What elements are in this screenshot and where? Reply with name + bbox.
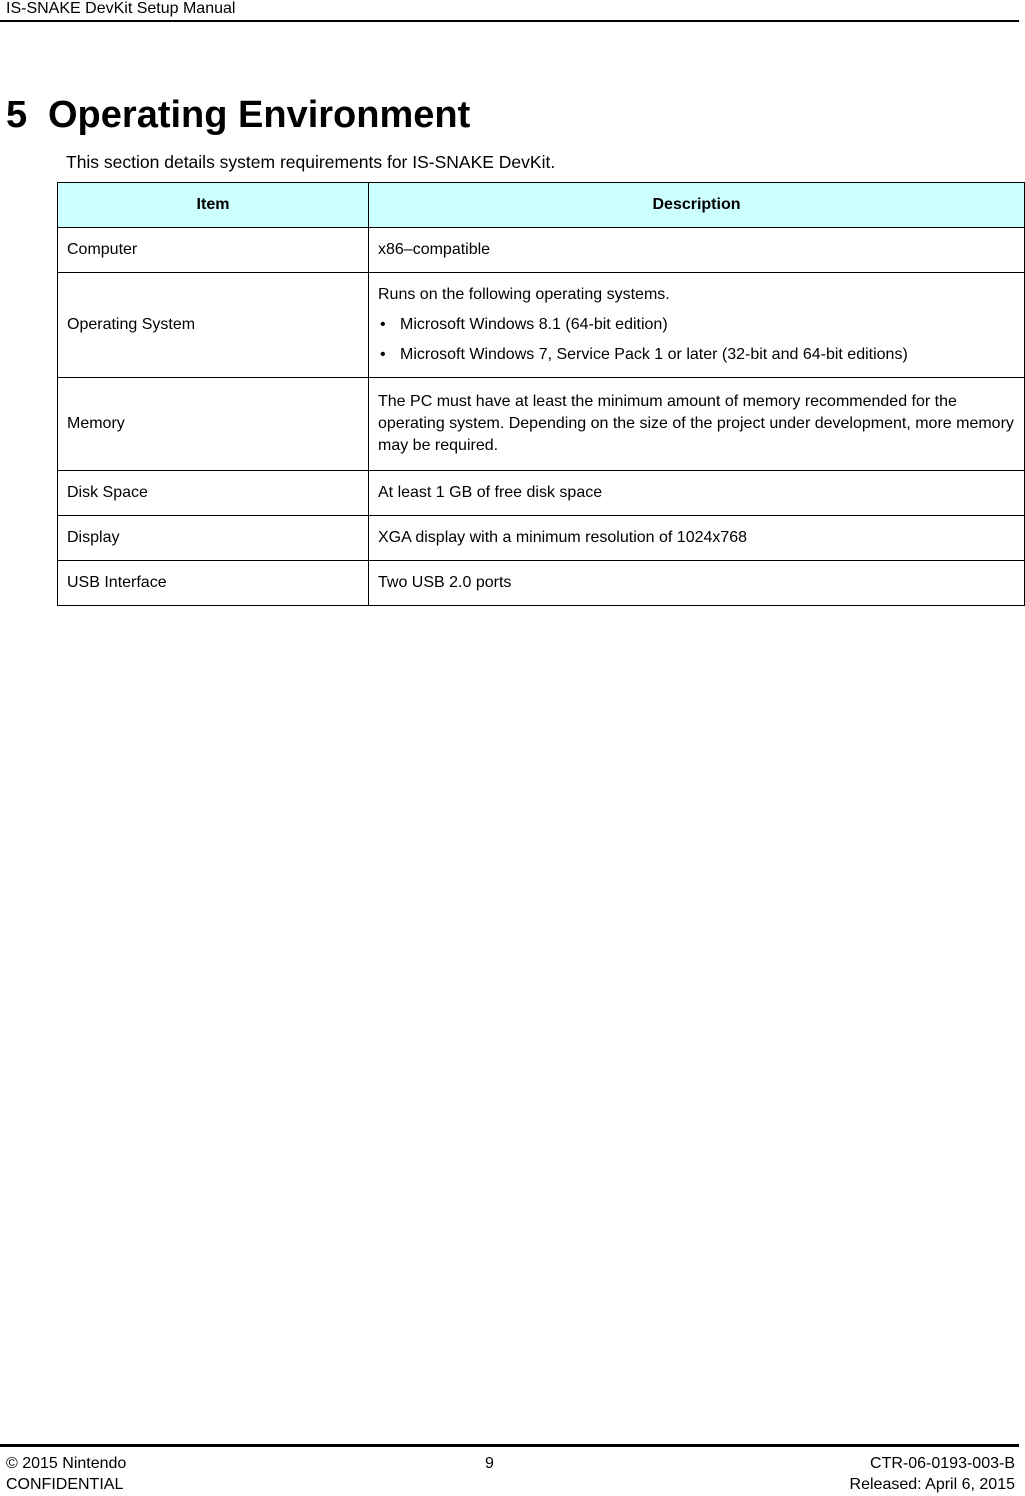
row-item: Operating System bbox=[58, 273, 369, 378]
section-intro: This section details system requirements for IS-SNAKE DevKit. bbox=[66, 152, 556, 172]
list-item-text: Microsoft Windows 7, Service Pack 1 or later (32-bit and 64-bit editions) bbox=[400, 346, 908, 363]
page-number: 9 bbox=[485, 1455, 494, 1472]
header-item: Item bbox=[58, 183, 369, 228]
row-item: Computer bbox=[58, 228, 369, 273]
row-item: Display bbox=[58, 516, 369, 561]
row-description bbox=[369, 378, 1025, 471]
row-description: XGA display with a minimum resolution of 1024x768 bbox=[369, 516, 1025, 561]
table-row bbox=[58, 228, 1025, 273]
header-description: Description bbox=[369, 183, 1025, 228]
footer-confidential: CONFIDENTIAL bbox=[6, 1476, 124, 1493]
table-row bbox=[58, 561, 1025, 606]
row-item: USB Interface bbox=[58, 561, 369, 606]
row-description: At least 1 GB of free disk space bbox=[369, 471, 1025, 516]
row-item: Memory bbox=[58, 378, 369, 471]
section-heading bbox=[6, 92, 470, 138]
row-description: Two USB 2.0 ports bbox=[369, 561, 1025, 606]
row-item: Disk Space bbox=[58, 471, 369, 516]
table-row bbox=[58, 471, 1025, 516]
table-row bbox=[58, 516, 1025, 561]
section-number: 5 bbox=[6, 94, 28, 136]
list-item-text: Microsoft Windows 8.1 (64-bit edition) bbox=[400, 316, 668, 333]
os-intro: Runs on the following operating systems. bbox=[378, 286, 670, 303]
row-description bbox=[369, 273, 1025, 378]
table-row bbox=[58, 273, 1025, 378]
list-item bbox=[378, 344, 1015, 366]
table-header-row bbox=[58, 183, 1025, 228]
os-list bbox=[378, 314, 1015, 366]
bullet-icon: • bbox=[380, 346, 386, 363]
footer-doc-id: CTR-06-0193-003-B bbox=[870, 1455, 1015, 1472]
table-row bbox=[58, 378, 1025, 471]
footer-copyright: © 2015 Nintendo bbox=[6, 1455, 127, 1472]
header-rule bbox=[0, 20, 1019, 22]
footer-rule bbox=[0, 1444, 1019, 1447]
memory-text: The PC must have at least the minimum amount of memory recommended for the operating system. Depending on the size of the project under development, more memory may be required. bbox=[378, 393, 1014, 454]
list-item bbox=[378, 314, 1015, 336]
bullet-icon: • bbox=[380, 316, 386, 333]
section-title: Operating Environment bbox=[48, 94, 471, 136]
footer-release-date: Released: April 6, 2015 bbox=[849, 1476, 1015, 1493]
running-header: IS-SNAKE DevKit Setup Manual bbox=[6, 0, 236, 17]
row-description: x86–compatible bbox=[369, 228, 1025, 273]
requirements-table bbox=[57, 182, 1025, 606]
